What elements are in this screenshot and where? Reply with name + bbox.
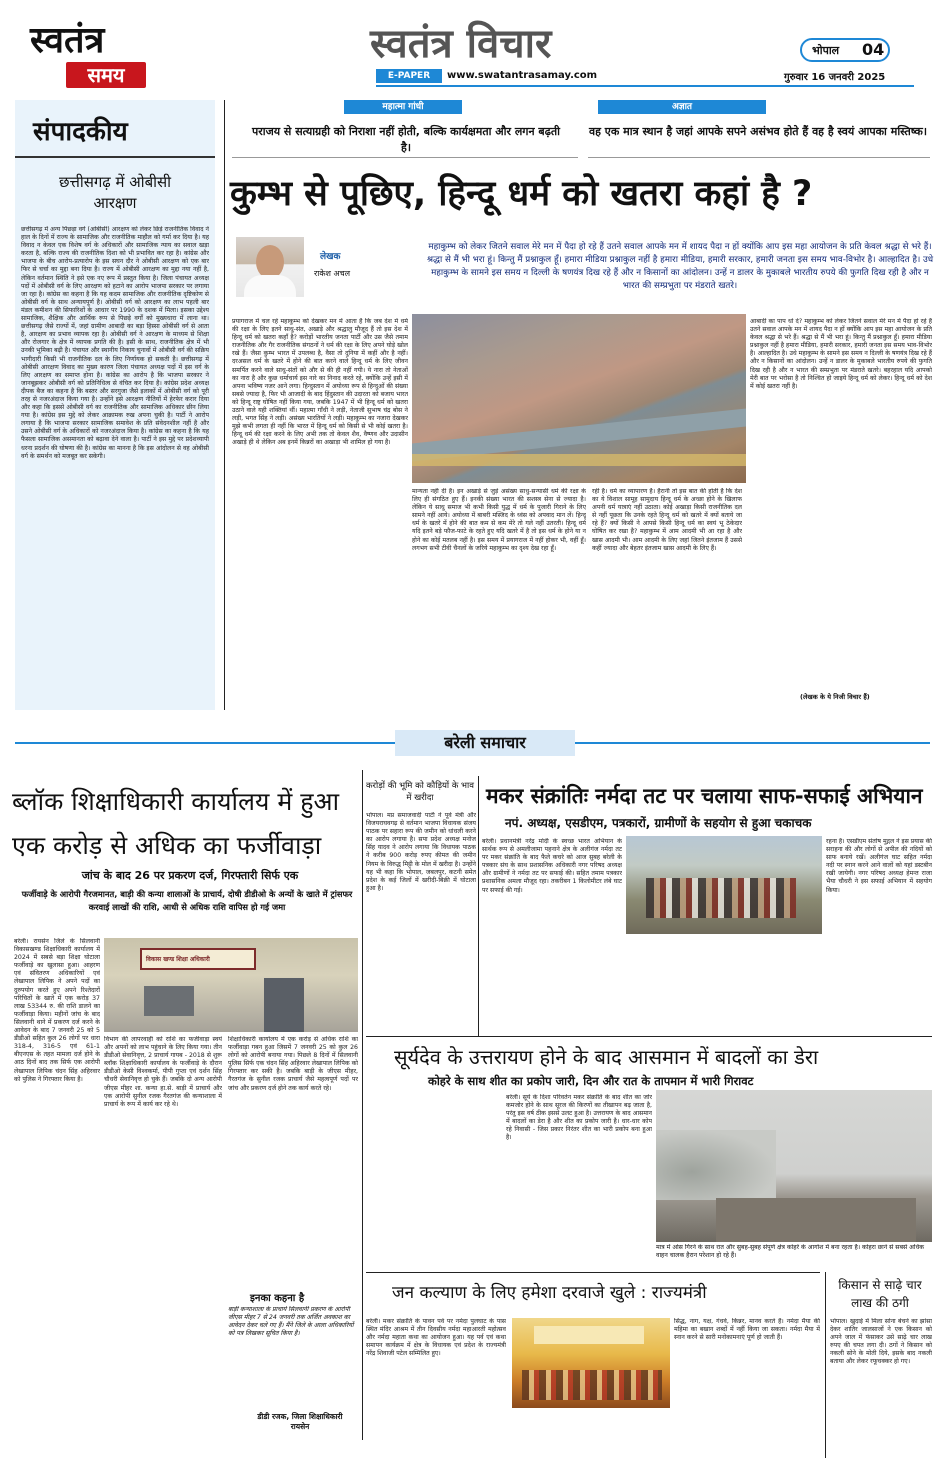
epaper-tag: E-PAPER bbox=[376, 69, 442, 83]
fog-road bbox=[716, 1198, 916, 1242]
story1-body2: विभाग की लापरवाही को राशि का फर्जीवाड़ा स्वयं और अपनों को लाभ पहुंचाने के लिए किया गया। तीन डीडीओ सेवानिवृत्त, 2 प्राचार्य गायब - 2018 से शुरू ब्लॉक शिक्षाधिकारी कार्यालय के फर्जीवाड़े के दौरान डीडीओ केसी विश्वकर्मा, पीपी गुप्ता एवं दर्शन सिंह चौधरी सेवानिवृत्त हो चुके हैं। जबकि दो अन्य आरोपी जीएस मीहर शा. कन्या हा.से. बाड़ी में प्राचार्य और एक आरोपी सुनील रजक गैरतगंज की कन्याशाला में प्राचार्य के रूप में कार्य कर रहे थे। bbox=[104, 1036, 222, 1108]
quote-text-gandhi: पराजय से सत्याग्रही को निराशा नहीं होती, बल्कि कार्यक्षमता और लगन बढ़ती है। bbox=[251, 125, 561, 154]
author-label: लेखक bbox=[320, 252, 341, 262]
lead-col4: आबादी का पाप धो दे? महाकुम्भ को लेकर जितने सवाल मेरे मन में पैदा हो रहे हैं उतने सवाल आपके मन में शायद पैदा न हों क्योंकि आप इस महा आयोजन के प्रति केवल श्रद्धा से भरे हैं। श्रद्धा से मैं भी भरा हूं। किन्तु मैं प्रश्नाकुल हूँ। हमारा मीडिया प्रश्नाकुल नहीं है हमारा मीडिया, हमारी सरकार, हमारी जनता इस समय भाव-विभोर है। आल्हादित है। उधे महाकुम्भ के सामने इस समय न दिल्ली के षणयंत्र दिख रहे हैं और न किसानों का आंदोलन। उन्हें न डालर के मुकाबले भारतीय रुपये की फुगति दिख रही है और न भारत की सम्प्रभुता पर मंडराते खतरे। बहरहाल यदि आपको मेरी बात पर भरोसा है तो निश्चित हो जाइये हिन्दू धर्म को लेकर। हिन्दू धर्म को देश में कोई खतरा नहीं है। bbox=[750, 318, 932, 390]
story6-body: भोपाल। खुदाई में मिला सोना बेचने का झांसा देकर शातिर जालसाजों ने एक किसान को अपने जाल में फंसाकर उसे साढ़े चार लाख रुपए की चपत लगा दी। ठगों ने किसान को नकली सोने के मोती दिये, इसके बाद नकली बताया और लेकर रफूचक्कर हो गए। bbox=[830, 1318, 932, 1366]
author-photo bbox=[236, 237, 304, 297]
city-badge bbox=[800, 38, 890, 62]
story5-headline: जन कल्याण के लिए हमेशा दरवाजे खुले : राज्यमंत्री bbox=[392, 1283, 707, 1303]
masthead-rule bbox=[376, 85, 914, 87]
story1-subhead: जांच के बाद 26 पर प्रकरण दर्ज, गिरफ्तारी सिर्फ एक bbox=[81, 869, 299, 882]
lead-headline: कुम्भ से पूछिए, हिन्दू धर्म को खतरा कहां है ? bbox=[230, 174, 813, 214]
author-name: राकेश अचल bbox=[314, 269, 351, 278]
tent-row bbox=[412, 454, 746, 466]
story1-quote-sign: डीडी रजक, जिला शिक्षाधिकारी रायसेन bbox=[257, 1412, 343, 1431]
stage-crowd bbox=[522, 1370, 662, 1400]
author-face bbox=[256, 245, 284, 279]
editorial-panel bbox=[15, 100, 215, 710]
story1-quote-title: इनका कहना है bbox=[250, 1293, 305, 1304]
education-office-photo bbox=[104, 938, 358, 1032]
story4-caption: मात्र में ओस गिरने के साथ रात और सुबह-सुबह संपूर्ण क्षेत्र कोहरे के आगोश में बना रहता है। कोहरा छाने से सबसे अधिक वाहन चालक हैरान परेशान हो रहे हैं। bbox=[656, 1244, 925, 1260]
story1-body3: शिक्षाधिकारी कार्यालय में एक करोड़ से अधिक राशि का फर्जीवाड़ा गबन हुआ जिसमें 7 जनवरी 25 को कुल 26 लोगों को आरोपी बनाया गया। पिछले 8 दिनों में सिलवानी पुलिस सिर्फ एक चंदन सिंह अहिरवार लेखापाल लिपिक को गिरफ्तार कर सकी है। जबकि बाड़ी के जीएस मीहर, गैरतगंज के सुनील रजक प्राचार्य जैसे महत्वपूर्ण पदों पर जांच और प्रकरण दर्ज होने तक कार्य करते रहे। bbox=[228, 1036, 358, 1092]
story3-subhead: नपं. अध्यक्ष, एसडीएम, पत्रकारों, ग्रामीणों के सहयोग से हुआ चकाचक bbox=[505, 816, 812, 830]
story6-divider bbox=[825, 1272, 826, 1458]
logo-top: स्वतंत्र bbox=[30, 20, 105, 61]
story1-quote: बाड़ी कन्याशाला के प्राचार्य सिलवानी प्रकरण के आरोपी जीएस मीहर 7 से 24 जनवरी तक अर्जित अवकाश का आवेदन देकर चले गए हैं। मैंने जिले के आला अधिकारियों को पत्र लिखकर सूचित किया है। bbox=[228, 1306, 354, 1338]
editorial-banner-rule bbox=[15, 156, 215, 158]
quote-label-gandhi: महात्मा गांधी bbox=[344, 100, 462, 114]
office-window bbox=[144, 986, 194, 1016]
stage-banner bbox=[534, 1326, 644, 1344]
signboard-text: विकास खण्ड शिक्षा अधिकारी bbox=[146, 956, 210, 963]
volunteer-group bbox=[646, 878, 796, 918]
city-name: भोपाल bbox=[812, 44, 840, 57]
story2-divider bbox=[478, 776, 479, 1036]
kumbh-crowd-photo bbox=[412, 314, 746, 483]
story4-top-rule bbox=[366, 1036, 932, 1037]
story3-body2: रहना है। एसडीएम संतोष मुद्गल ने इस प्रयास की सराहना की और लोगों से अपील की नदियों को साफ बनाये रखें। अलीगंज घाट सहित नर्मदा नदी पर स्नान करने आने वालों को यहां डस्टबीन रखी जायेगी। नगर परिषद अध्यक्ष हेमन्त राजा भैया चौधरी ने इस सफाई अभियान में सहयोग किया। bbox=[826, 838, 932, 894]
logo-bottom: समय bbox=[66, 62, 146, 88]
masthead bbox=[0, 0, 945, 96]
story4-subhead: कोहरे के साथ शीत का प्रकोप जारी, दिन और रात के तापमान में भारी गिरावट bbox=[428, 1074, 754, 1088]
quote-box-unknown bbox=[588, 100, 930, 158]
narmada-event-photo bbox=[512, 1318, 670, 1408]
office-door bbox=[264, 978, 304, 1032]
story2-headline: करोड़ों की भूमि को कौड़ियों के भाव में खरीदा bbox=[366, 781, 474, 803]
story1-deck: फर्जीवाड़े के आरोपी गैरजमानत, बाड़ी की कन्या शालाओं के प्राचार्य, दोषी डीडीओ के अन्यों के खाते में ट्रांसफर करवाई लाखों की राशि, आधी से अधिक राशि वापिस हो गई जमा bbox=[21, 889, 353, 912]
story5-body: बरेली। मकर संक्रांति के पावन पर्व पर नर्मदा पुलघाट के पास स्थित मंदिर आश्रम में तीन दिवसीय नर्मदा महाआरती महोत्सव और नर्मदा महाता कथा का आयोजन हुआ। यह पर्व एवं कथा समापन कार्यक्रम में क्षेत्र के विधायक एवं प्रदेश के राज्यमंत्री नरेंद्र शिवाजी पटेल सम्मिलित हुए। bbox=[366, 1318, 506, 1358]
date-line: गुरुवार 16 जनवरी 2025 bbox=[784, 72, 886, 83]
story6-headline: किसान से साढ़े चार लाख की ठगी bbox=[838, 1278, 922, 1310]
lead-footer-note: (लेखक के ये निजी विचार हैं) bbox=[800, 693, 870, 701]
lead-col1: प्रयागराज में चल रहे महाकुम्भ को देखकर मन में आता है कि जब देश में धर्म की रक्षा के लिए इतने साधु-संत, अखाड़े और श्रद्धालु मौजूद हैं तो इस देश में हिन्दू धर्म को खतरा कहाँ है? करोड़ों भारतीय जनता पार्टी और उस जैसे तमाम राजनीतिक और गैर राजनीतिक संगठनों ने धर्म की रक्षा के लिए अपने घोड़े खोल रखे हैं। जैसा कुम्भ भारत में उपलब्ध है, वैसा तो दुनिया में कहीं और है नहीं। दरअसल धर्म के खतरे में होने की बात करने वाले हिन्दू धर्म के लिए जीवन समर्पित करने वाले साधु-संतों को और से की ही नहीं गयी। ये नारा तो नेताओं का नारा है और कुछ धर्माचार्य इस नारे का निनाद करते रहे, क्योंकि उन्हें इसी में अपना भविष्य नजर आने लगा। हिन्दुस्तान में अयोध्या रूप से हिन्दुओं की संख्या सबसे ज्यादा है, फिर भी आजादी के बाद हिंदुस्तान की उदारता को बजाय भारत को हिन्दू राष्ट्र घोषित नहीं किया गया, जबकि 1947 में भी हिन्दू धर्म को खतरा उठाने वाले यही शक्तियां थीं। महात्मा गाँधी ने लड़ी, नेताजी सुभाष चंद्र बोस ने लड़ी, भगत सिंह ने लड़ी। असंख्य भारतियों ने लड़ी। महाकुम्भ का नजारा देखकर मुझे कभी लगता ही नहीं कि भारत में हिन्दू धर्म को किसी से भी कोई खतरा है। हिन्दू धर्म की रक्षा करने के लिए अभी तक तो केवल शैव, वैष्णव और उदासीन अखाड़े ही थे लेकिन अब इनमें किन्नरों का अखाड़ा भी शामिल हो गया है। bbox=[232, 318, 408, 447]
fog-photo bbox=[656, 1090, 932, 1242]
story2-body: भोपाल। मप्र समाजवादी पार्टी ने पूर्व मंत्री और विजयराघवगढ़ से वर्तमान भाजपा विधायक संजय पाठक पर सहारा रूप की जमीन को धांधली करने का आरोप लगाया है। सपा प्रदेश अध्यक्ष मनोज सिंह यादव ने आरोप लगाया कि विधायक पाठक ने करीब 900 करोड़ रुपए कीमत की जमीन नियम के विरुद्ध मिट्टी के मोल में खरीदा है। उन्होंने यह भी कहा कि भोपाल, जबलपुर, कटनी समेत प्रदेश के कई जिलों में खरीदी-बिक्री में घोटाला हुआ है। bbox=[366, 812, 476, 892]
logo[interactable] bbox=[30, 20, 150, 90]
section-line-left bbox=[15, 742, 395, 744]
section-title: बरेली समाचार bbox=[395, 730, 575, 756]
editorial-body: छत्तीसगढ़ में अन्य पिछड़ा वर्ग (ओबीसी) आरक्षण को लेकर छिड़े राजनीतिक विवाद ने हाल के दिनों में राज्य के सामाजिक और राजनीतिक माहौल को गर्मा कर दिया है। यह विवाद न केवल एक विशेष वर्ग के अधिकारों और सामाजिक न्याय का सवाल खड़ा करता है, बल्कि राज्य की राजनीतिक दिशा को भी प्रभावित कर रहा है। कांग्रेस और भाजपा के बीच आरोप-प्रत्यारोप के इस सघन दौर ने ओबीसी आरक्षण को एक बार फिर से चर्चा का मुद्दा बना दिया है। राज्य में ओबीसी आरक्षण का मुद्दा नया नहीं है, लेकिन वर्तमान स्थिति ने इसे एक नए रूप में प्रस्तुत किया है। जिला पंचायत अध्यक्ष पदों में ओबीसी वर्ग के लिए आरक्षण को हटाने का आरोप भाजपा सरकार पर लगाया जा रहा है। कांग्रेस का कहना है कि यह कदम सामाजिक और राजनीतिक दृष्टिकोण से ओबीसी वर्ग के साथ अन्यायपूर्ण है। ओबीसी वर्ग को आरक्षण का लाभ पहली बार मंडल कमीशन की सिफारिशों के आधार पर 1990 के दशक में मिला। इसका उद्देश्य सामाजिक, शैक्षिक और आर्थिक रूप से पिछड़े वर्गों को मुख्यधारा में लाना था। छत्तीसगढ़ जैसे राज्यों में, जहां ग्रामीण आबादी का बड़ा हिस्सा ओबीसी वर्ग से आता है, आरक्षण का प्रभाव व्यापक रहा है। ओबीसी वर्ग ने आरक्षण के माध्यम से शिक्षा और रोजगार के क्षेत्र में व्यापक प्रगति की है। इसी के साथ, राजनीतिक क्षेत्र में भी उनकी भूमिका बढ़ी है। पंचायत और स्थानीय निकाय चुनावों में ओबीसी वर्ग की सक्रिय भागीदारी किसी भी राजनीतिक दल के लिए निर्णायक हो सकती है। छत्तीसगढ़ में ओबीसी आरक्षण विवाद का मुख्य कारण जिला पंचायत अध्यक्ष पदों में इस वर्ग के लिए आरक्षण का समाप्त होना है। कांग्रेस का आरोप है कि भाजपा सरकार ने जानबूझकर ओबीसी वर्ग को प्रतिनिधित्व से वंचित कर दिया है। कांग्रेस प्रदेश अध्यक्ष दीपक बैज का कहना है कि बस्तर और सरगुजा जैसे इलाकों में ओबीसी वर्ग को पूरी तरह से नजरअंदाज किया गया है। उन्होंने इसे आरक्षण नीतियों में हेरफेर करार दिया और कहा कि इससे ओबीसी वर्ग का राजनीतिक और सामाजिक अधिकार छीन लिया गया है। कांग्रेस इस मुद्दे को लेकर आक्रामक रुख अपना चुकी है। पार्टी ने आरोप लगाया है कि भाजपा सरकार सामाजिक समावेश के प्रति संवेदनशील नहीं है और उसने ओबीसी वर्ग के अधिकारों को नजरअंदाज किया है। कांग्रेस का कहना है कि यह फैसला सामाजिक असमानता को बढ़ावा देने वाला है। पार्टी ने इस मुद्दे पर प्रदेशव्यापी धरना प्रदर्शन की घोषणा की है। कांग्रेस का मानना है कि इस आंदोलन से वह ओबीसी वर्ग के समर्थन को मजबूत कर सकेगी। bbox=[21, 226, 209, 460]
section-bar bbox=[15, 730, 930, 756]
fog-trees bbox=[656, 1130, 776, 1200]
newspaper-title: स्वतंत्र विचार bbox=[370, 21, 552, 67]
office-signboard bbox=[140, 948, 256, 970]
editorial-title: छत्तीसगढ़ में ओबीसी आरक्षण bbox=[58, 173, 172, 212]
story3-body: बरेली। प्रधानमंत्री नरेंद्र मोदी के स्वच्छ भारत अभियान के सार्थक रूप से अमलीजामा पहनाने क्षेत्र के अलीगंज नर्मदा तट पर मकर संक्रांति के बाद फैले कचरे को आज सुबह बरेली के पत्रकार संघ के साथ प्रशासनिक अधिकारी नगर परिषद अध्यक्ष और ग्रामीणों ने नर्मदा तट पर सफाई की। सहित तमाम पत्रकार प्रशासनिक अमला मौजूद रहा। तकरीबन 1 किलोमीटर लंबे घाट पर सफाई की गई। bbox=[482, 838, 622, 894]
story3-headline: मकर संक्रांतिः नर्मदा तट पर चलाया साफ-सफाई अभियान bbox=[486, 784, 923, 808]
story1-body: बरेली। रायसेन जिले के सिलवानी विकासखण्ड शिक्षाधिकारी कार्यालय में 2024 में सबसे बड़ा शिक्षा घोटाला फर्जीवाड़े का खुलासा हुआ। आहरण एवं संवितरण अधिकारियों एवं लेखापाल लिपिक ने अपने पदों का दुरुपयोग करते हुए अपने रिश्तेदारों परिचितों के खाते में एक करोड़ 37 लाख 53344 रु. की राशि डालने का फर्जीवाड़ा किया। महीनों जांच के बाद सिलवानी थाने में प्रकरण दर्ज करने के आवेदन के बाद 7 जनवरी 25 को 5 डीडीओ सहित कुल 26 लोगों पर धारा 318-4, 316-5 एवं 61-1 बीएनएस के तहत मामला दर्ज होने के आठ दिनों बाद तक सिर्फ एक आरोपी लेखापाल लिपिक चंदन सिंह अहिरवार को पुलिस ने गिरफ्तार किया है। bbox=[14, 938, 100, 1083]
lead-intro: महाकुम्भ को लेकर जितने सवाल मेरे मन में पैदा हो रहे हैं उतने सवाल आपके मन में शायद पैदा न हों क्योंकि आप इस महा आयोजन के प्रति केवल श्रद्धा से भरे हैं। श्रद्धा से मैं भी भरा हूं। किन्तु मैं प्रश्नाकुल हूँ। हमारा मीडिया प्रश्नाकुल नहीं है हमारा मीडिया, हमारी सरकार, हमारी जनता इस समय भाव-विभोर है। आल्हादित है। उधे महाकुम्भ के सामने इस समय न दिल्ली के षणयंत्र दिख रहे हैं और न किसानों का आंदोलन। उन्हें न डालर के मुकाबले भारतीय रुपये की फुगति दिख रही है और न भारत की सम्प्रभुता पर मंडराते खतरे। bbox=[426, 242, 934, 291]
story1-headline: ब्लॉक शिक्षाधिकारी कार्यालय में हुआ एक करोड़ से अधिक का फर्जीवाड़ा bbox=[12, 787, 340, 860]
story1-divider bbox=[362, 770, 363, 1440]
editorial-banner: संपादकीय bbox=[33, 117, 128, 147]
quote-box-gandhi bbox=[232, 100, 578, 158]
lead-col3: रही है। धर्म का व्यापारण है। हैरानी तो इस बात की होती है कि देश का ये विशाल सामूह सामुदाय हिन्दू धर्म के अच्छा होने के खिलाफ अपनी धर्म यात्राएं नहीं उठाता। कोई अखाड़ा किसी राजनीतिक दल से नहीं पूछता कि उनके रहते हिन्दू धर्म को खतरे में क्यों बताये जा रहे हैं? क्यों किसी ने आपसे किसी हिन्दू धर्म का स्वयं भू ठेकेदार घोषित कर रखा है? महाकुम्भ में आम आदमी भी आ रहा है और खास आदमी भी। आम आदमी के लिए जहां जितने इंतजाम हैं उससे कहीं ज्यादा और बेहतर इंतजाम खास आदमी के लिए हैं। bbox=[592, 488, 742, 552]
story5-top-rule bbox=[366, 1272, 820, 1273]
author-shirt bbox=[244, 275, 296, 297]
story4-body: बरेली। सूर्य के दिशा परिवर्तन मकर संक्रांति के बाद शीत का जोर कमजोर होने के साथ सूरज की किरणों का तीखापन बढ़ जाता है, परंतु इस वर्ष ठीक इससे उलट हुआ है। उत्तरायण के बाद आसमान में बादलों का डेरा है और शीत का प्रकोप जारी है। धार-धार कोप रहे निवासी - जिस प्रकार निरंतर शीत का भारी प्रकोप बना हुआ है। bbox=[506, 1094, 652, 1142]
page-number: 04 bbox=[862, 40, 885, 59]
quote-label-unknown: अज्ञात bbox=[598, 100, 766, 114]
section-line-right bbox=[575, 742, 930, 744]
story4-headline: सूर्यदेव के उत्तरायण होने के बाद आसमान में बादलों का डेरा bbox=[394, 1045, 819, 1069]
lead-col2: मान्यता नहीं दी है। इन अखाड़े से जुड़े असंख्य साधु-सन्यासी धर्म की रक्षा के लिए ही संगठित हुए हैं। इनकी संख्या भारत की सशस्त्र सेना से ज्यादा है। लेकिन ये साधु समाज भी कभी किसी युद्ध में धर्म के पुजारी गिराने के लिए सामने नहीं आये। अयोध्या में बाबरी मस्जिद के ध्वंस को अपवाद मान लें। हिन्दू धर्म के खतरे में होने की बात कम से कम मेरे तो गले नहीं उतरती। हिन्दू धर्म यदि इतने बड़े फौज-फाटे के रहते हुए यदि खतरे में है तो इस धर्म के होने या न होने का कोई मतलब नहीं है। इस समय में प्रयागराज में नहीं होकर भी, वहीं हूँ। लगभग सभी टीवी चैनलों के जरिये महाकुम्भ का दृश्य देख रहा हूँ। bbox=[412, 488, 586, 552]
river-cleanup-photo bbox=[626, 836, 822, 934]
editorial-divider bbox=[224, 100, 225, 710]
site-link[interactable]: www.swatantrasamay.com bbox=[447, 70, 598, 81]
story3-body-photo-caption-block bbox=[626, 938, 822, 1032]
story5-body2: सिद्ध, नाग, यक्ष, गंधर्व, किन्नर, मानव करते हैं। नर्मदा मैया की महिमा का बखान शब्दों में नहीं किया जा सकता। नर्मदा मैया में स्नान करने से सारी मनोकामनाएं पूर्ण हो जाती हैं। bbox=[674, 1318, 820, 1342]
quote-text-unknown: वह एक मात्र स्थान है जहां आपके सपने असंभव होते हैं वह है स्वयं आपका मस्तिष्क। bbox=[589, 125, 927, 138]
